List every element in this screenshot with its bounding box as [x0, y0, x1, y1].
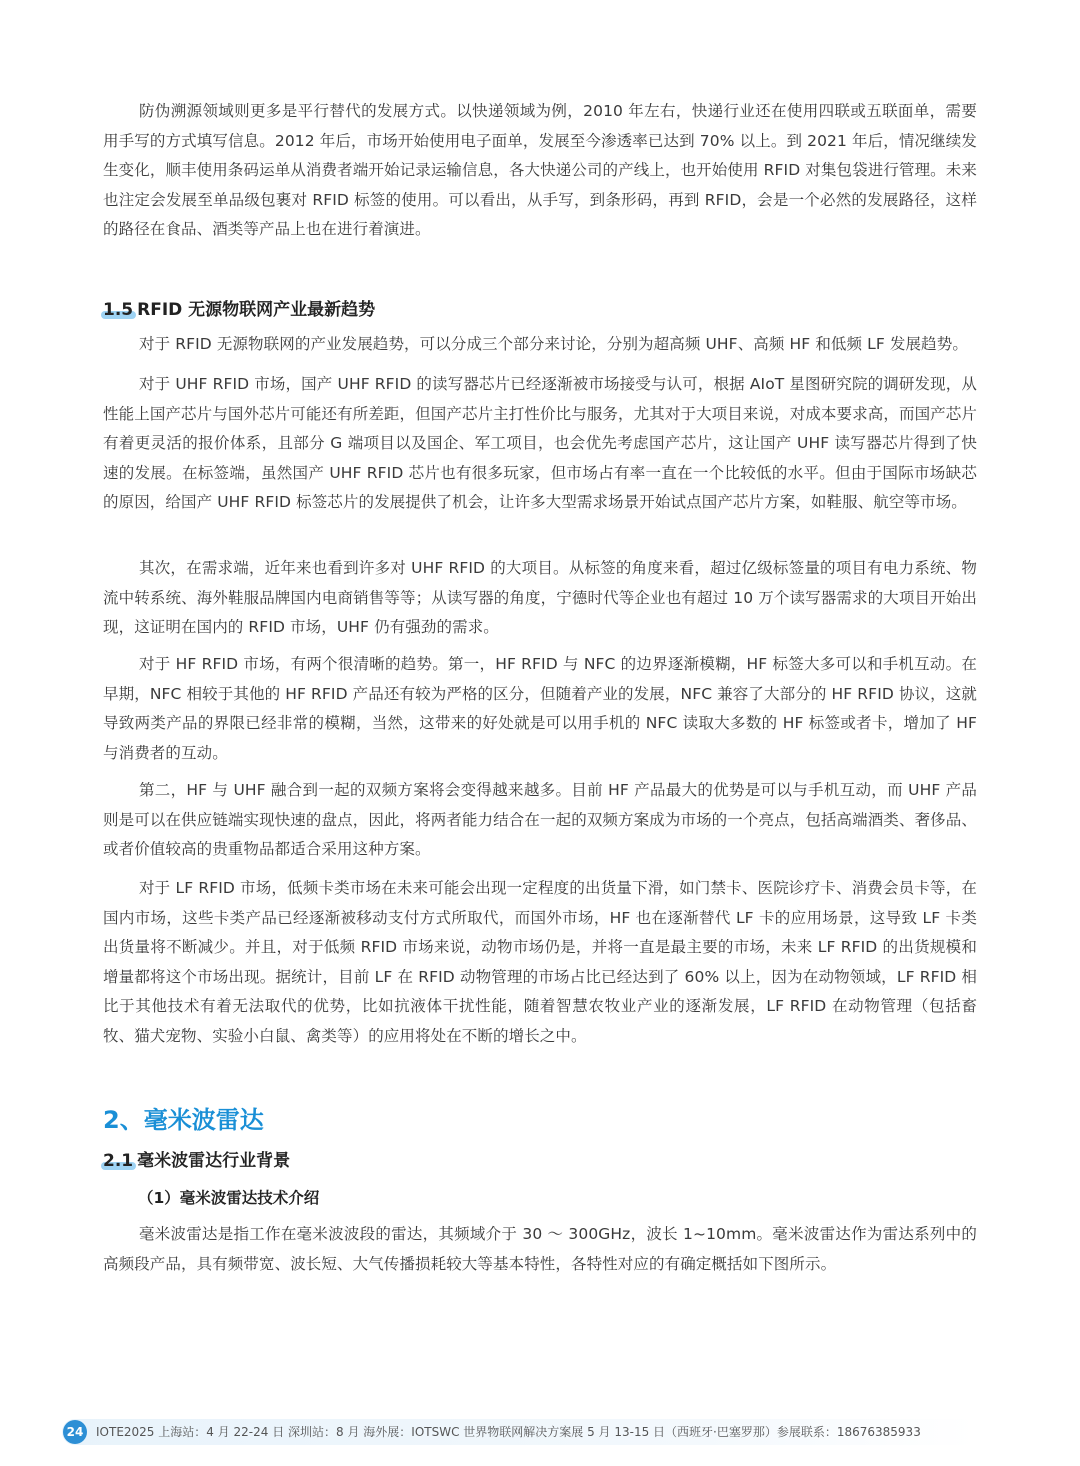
- section-title: RFID 无源物联网产业最新趋势: [137, 300, 376, 320]
- section-1-5-paragraph-4: 对于 HF RFID 市场，有两个很清晰的趋势。第一，HF RFID 与 NFC 的边界逐渐模糊，HF 标签大多可以和手机互动。在早期，NFC 相较于其他的 HF RFID 产品还有较为严格的区分，但随着产业的发展，NFC 兼容了大部分的 HF RFID 协议，这就导致两类产品的界限已经非常的模糊，当然，这带来的好处就是可以用手机的 NFC 读取大多数的 HF 标签或者卡，增加了 HF 与消费者的互动。: [103, 655, 977, 762]
- section-heading-1-5: [103, 295, 375, 320]
- section-title: 毫米波雷达行业背景: [137, 1151, 291, 1171]
- section-1-5-paragraph-1: 对于 RFID 无源物联网的产业发展趋势，可以分成三个部分来讨论，分别为超高频 UHF、高频 HF 和低频 LF 发展趋势。: [139, 335, 968, 353]
- chapter-heading: 2、毫米波雷达: [103, 1106, 264, 1134]
- page-number-badge: 24: [63, 1420, 87, 1444]
- section-number: 1.5: [103, 300, 134, 320]
- section-1-5-paragraph-6: 对于 LF RFID 市场，低频卡类市场在未来可能会出现一定程度的出货量下滑，如门禁卡、医院诊疗卡、消费会员卡等，在国内市场，这些卡类产品已经逐渐被移动支付方式所取代，而国外市场，HF 也在逐渐替代 LF 卡的应用场景，这导致 LF 卡类出货量将不断减少。并且，对于低频 RFID 市场来说，动物市场仍是，并将一直是最主要的市场，未来 LF RFID 的出货规模和增量都将这个市场出现。据统计，目前 LF 在 RFID 动物管理的市场占比已经达到了 60% 以上，因为在动物领域，LF RFID 相比于其他技术有着无法取代的优势，比如抗液体干扰性能，随着智慧农牧业产业的逐渐发展，LF RFID 在动物管理（包括畜牧、猫犬宠物、实验小白鼠、禽类等）的应用将处在不断的增长之中。: [103, 879, 977, 1045]
- section-heading-2-1: [103, 1146, 290, 1171]
- section-1-5-paragraph-5: 第二，HF 与 UHF 融合到一起的双频方案将会变得越来越多。目前 HF 产品最大的优势是可以与手机互动，而 UHF 产品则是可以在供应链端实现快速的盘点，因此，将两者能力结合在一起的双频方案成为市场的一个亮点，包括高端酒类、奢侈品、或者价值较高的贵重物品都适合采用这种方案。: [103, 781, 977, 858]
- intro-paragraph: 防伪溯源领域则更多是平行替代的发展方式。以快递领域为例，2010 年左右，快递行业还在使用四联或五联面单，需要用手写的方式填写信息。2012 年后，市场开始使用电子面单，发展至今渗透率已达到 70% 以上。到 2021 年后，情况继续发生变化，顺丰使用条码运单从消费者端开始记录运输信息，各大快递公司的产线上，也开始使用 RFID 对集包袋进行管理。未来也注定会发展至单品级包裹对 RFID 标签的使用。可以看出，从手写，到条形码，再到 RFID，会是一个必然的发展路径，这样的路径在食品、酒类等产品上也在进行着演进。: [103, 102, 977, 238]
- item-heading: （1）毫米波雷达技术介绍: [138, 1189, 320, 1207]
- section-2-1-paragraph-1: 毫米波雷达是指工作在毫米波波段的雷达，其频域介于 30 ～ 300GHz，波长 1~10mm。毫米波雷达作为雷达系列中的高频段产品，具有频带宽、波长短、大气传播损耗较大等基本特性，各特性对应的有确定概括如下图所示。: [103, 1225, 977, 1273]
- section-1-5-paragraph-3: 其次，在需求端，近年来也看到许多对 UHF RFID 的大项目。从标签的角度来看，超过亿级标签量的项目有电力系统、物流中转系统、海外鞋服品牌国内电商销售等等；从读写器的角度，宁德时代等企业也有超过 10 万个读写器需求的大项目开始出现，这证明在国内的 RFID 市场，UHF 仍有强劲的需求。: [103, 559, 977, 636]
- footer-text: IOTE2025 上海站：4 月 22-24 日 深圳站：8 月 海外展：IOTSWC 世界物联网解决方案展 5 月 13-15 日（西班牙·巴塞罗那）参展联系：18676385933: [96, 1425, 921, 1439]
- section-number: 2.1: [103, 1151, 134, 1171]
- section-1-5-paragraph-2: 对于 UHF RFID 市场，国产 UHF RFID 的读写器芯片已经逐渐被市场接受与认可，根据 AIoT 星图研究院的调研发现，从性能上国产芯片与国外芯片可能还有所差距，但国产芯片主打性价比与服务，尤其对于大项目来说，对成本要求高，而国产芯片有着更灵活的报价体系，且部分 G 端项目以及国企、军工项目，也会优先考虑国产芯片，这让国产 UHF 读写器芯片得到了快速的发展。在标签端，虽然国产 UHF RFID 芯片也有很多玩家，但市场占有率一直在一个比较低的水平。但由于国际市场缺芯的原因，给国产 UHF RFID 标签芯片的发展提供了机会，让许多大型需求场景开始试点国产芯片方案，如鞋服、航空等市场。: [103, 375, 977, 511]
